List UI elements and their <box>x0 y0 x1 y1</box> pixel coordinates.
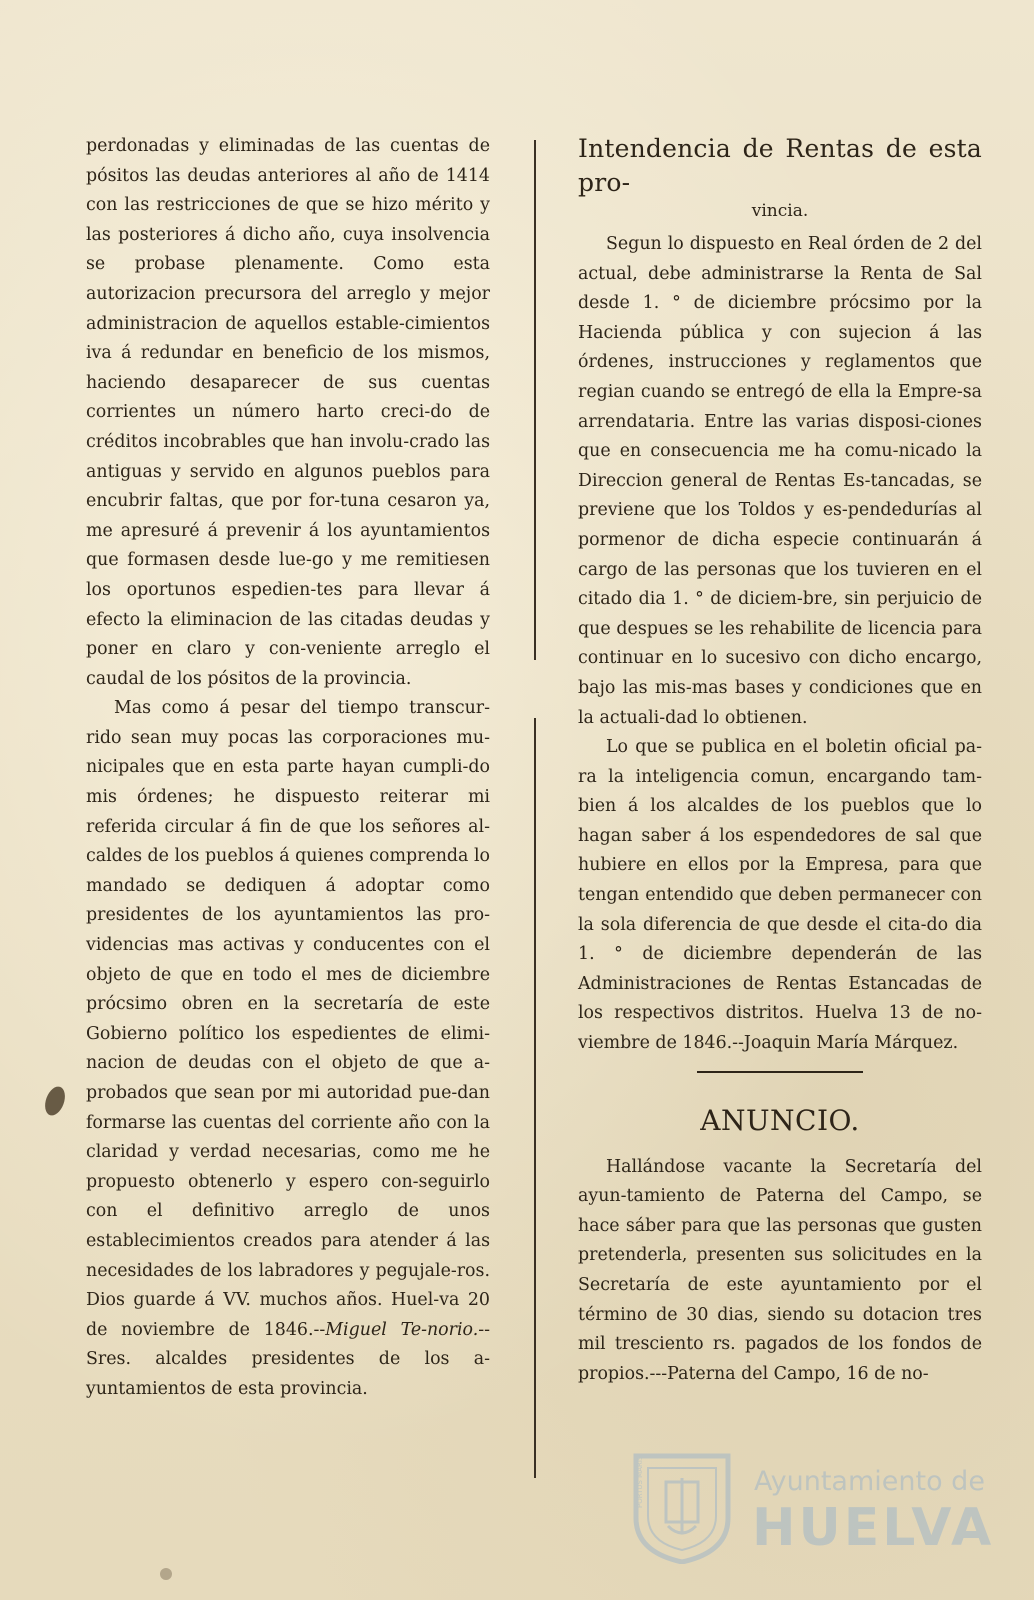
city-seal-icon <box>628 1448 736 1564</box>
section-heading-intendencia: Intendencia de Rentas de esta pro- <box>578 134 982 197</box>
left-paragraph-2 <box>86 694 490 1404</box>
watermark-ayuntamiento-huelva <box>628 1444 995 1564</box>
left-column <box>86 132 490 1405</box>
intendencia-paragraph-2: Lo que se publica en el boletin oficial pa-ra la inteligencia comun, encargando tam-bien á los alcaldes de los pueblos que lo hagan saber á los espendedores de sal que hubiere en ellos por la Empresa, para que tengan entendido que deben permanecer con la sola diferencia de que desde el cita-do dia 1. ° de diciembre dependerán de las Administraciones de Rentas Estancadas de los respectivos distritos. Huelva 13 de no-viembre de 1846.--Joaquin María Márquez. <box>578 737 982 1054</box>
ink-dot <box>160 1568 172 1580</box>
ink-blot <box>41 1084 68 1118</box>
anuncio-paragraph: Hallándose vacante la Secretaría del ayun-tamiento de Paterna del Campo, se hace sáber para que las personas que gusten pretenderla, presenten sus solicitudes en la Secretaría de este ayuntamiento por el término de 30 dias, siendo su dotacion tres mil tresciento rs. pagados de los fondos de propios.---Paterna del Campo, 16 de no- <box>578 1156 982 1384</box>
column-divider-bottom <box>534 718 536 1478</box>
section-heading-intendencia-cont: vincia. <box>751 201 809 221</box>
right-column <box>578 132 982 1389</box>
section-rule <box>697 1071 863 1073</box>
left-paragraph-1: perdonadas y eliminadas de las cuentas de pósitos las deudas anteriores al año de 1414 con las restricciones de que se hizo mérito y las posteriores á dicho año, cuya insolvencia se probase plenamente. Como esta autorizacion precursora del arreglo y mejor administracion de aquellos estable-cimientos iva á redundar en beneficio de los mismos, haciendo desaparecer de sus cuentas corrientes un número harto creci-do de créditos incobrables que han involu-crado las antiguas y servido en algunos pueblos para encubrir faltas, que por for-tuna cesaron ya, me apresuré á prevenir á los ayuntamientos que formasen desde lue-go y me remitiesen los oportunos espedien-tes para llevar á efecto la eliminacion de las citadas deudas y poner en claro y con-veniente arreglo el caudal de los pósitos de la provincia. <box>86 136 490 689</box>
seal-text: PORTUS MARIS <box>636 1455 644 1508</box>
intendencia-paragraph-1: Segun lo dispuesto en Real órden de 2 del actual, debe administrarse la Renta de Sal desde 1. ° de diciembre prócsimo por la Hacienda pública y con sujecion á las órdenes, instrucciones y reglamentos que regian cuando se entregó de ella la Empre-sa arrendataria. Entre las varias disposi-ciones que en consecuencia me ha comu-nicado la Direccion general de Rentas Es-tancadas, se previene que los Toldos y es-pendedurías al pormenor de dicha especie continuarán á cargo de las personas que los tuvieren en el citado dia 1. ° de diciem-bre, sin perjuicio de que despues se les rehabilite de licencia para continuar en lo sucesivo con dicho encargo, bajo las mis-mas bases y condiciones que en la actuali-dad lo obtienen. <box>578 234 982 728</box>
column-divider-top <box>534 140 536 660</box>
left-paragraph-2-closing: --Sres. alcaldes presidentes de los a-yuntamientos de esta provincia. <box>86 1319 490 1399</box>
watermark-text-ayuntamiento: Ayuntamiento de <box>754 1466 985 1497</box>
signature-miguel-tenorio: Miguel Te-norio. <box>325 1319 479 1340</box>
section-heading-anuncio: ANUNCIO. <box>700 1103 860 1137</box>
watermark-text-huelva: HUELVA <box>752 1498 995 1558</box>
left-paragraph-2-text: Mas como á pesar del tiempo transcur-rido sean muy pocas las corporaciones mu-nicipales que en esta parte hayan cumpli-do mis órdenes; he dispuesto reiterar mi referida circular á fin de que los señores al-caldes de los pueblos á quienes comprenda lo mandado se dediquen á adoptar como presidentes de los ayuntamientos las pro-videncias mas activas y conducentes con el objeto de que en todo el mes de diciembre prócsimo obren en la secretaría de este Gobierno político los espedientes de elimi-nacion de deudas con el objeto de que a-probados que sean por mi autoridad pue-dan formarse las cuentas del corriente año con la claridad y verdad necesarias, como me he propuesto obtenerlo y espero con-seguirlo con el definitivo arreglo de unos establecimientos creados para atender á las necesidades de los labradores y pegujale-ros. Dios guarde á VV. muchos años. Huel-va 20 de noviembre de 1846.-- <box>86 698 490 1340</box>
